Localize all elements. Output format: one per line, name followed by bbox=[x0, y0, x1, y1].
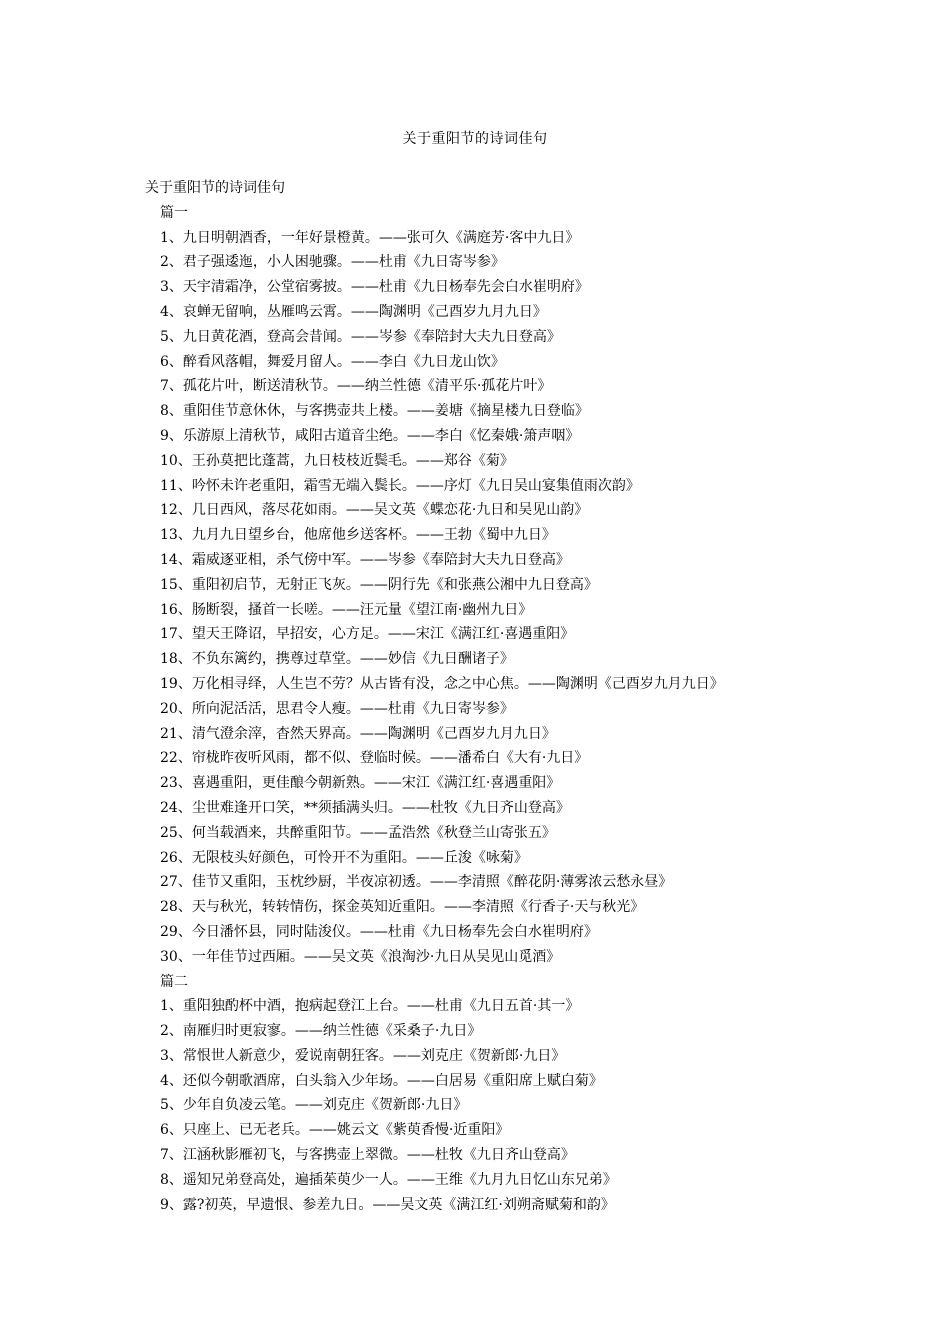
poem-line: 9、露?初英，早遗恨、参差九日。——吴文英《满江红·刘朔斋赋菊和韵》 bbox=[160, 1196, 615, 1213]
poem-line: 3、天宇清霜净，公堂宿雾披。——杜甫《九日杨奉先会白水崔明府》 bbox=[160, 279, 589, 296]
poem-line: 8、重阳佳节意休休，与客携壶共上楼。——姜塘《摘星楼九日登临》 bbox=[160, 403, 589, 420]
poem-line: 1、重阳独酌杯中酒，抱病起登江上台。——杜甫《九日五首·其一》 bbox=[160, 998, 580, 1015]
poem-line: 5、少年自负凌云笔。——刘克庄《贺新郎·九日》 bbox=[160, 1097, 468, 1114]
poem-line: 20、所向泥活活，思君令人瘦。——杜甫《九日寄岑参》 bbox=[160, 700, 514, 717]
poem-line: 18、不负东篱约，携尊过草堂。——妙信《九日酬诸子》 bbox=[160, 651, 514, 668]
section-2 bbox=[145, 970, 905, 1218]
poem-line: 2、南雁归时更寂寥。——纳兰性德《采桑子·九日》 bbox=[160, 1023, 482, 1040]
poem-line: 2、君子强逶迤，小人困驰骤。——杜甫《九日寄岑参》 bbox=[160, 254, 505, 271]
poem-line: 3、常恨世人新意少，爱说南朝狂客。——刘克庄《贺新郎·九日》 bbox=[160, 1047, 566, 1064]
document-subtitle: 关于重阳节的诗词佳句 bbox=[145, 180, 285, 196]
poem-line: 1、九日明朝酒香，一年好景橙黄。——张可久《满庭芳·客中九日》 bbox=[160, 229, 580, 246]
poem-line: 25、何当载酒来，共醉重阳节。——孟浩然《秋登兰山寄张五》 bbox=[160, 824, 556, 841]
poem-line: 16、肠断裂，搔首一长嗟。——汪元量《望江南·幽州九日》 bbox=[160, 601, 533, 618]
document-body bbox=[145, 176, 905, 1217]
poem-line: 8、遥知兄弟登高处，遍插茱萸少一人。——王维《九月九日忆山东兄弟》 bbox=[160, 1171, 617, 1188]
poem-line: 19、万化相寻绎，人生岂不劳？从古皆有没，念之中心焦。——陶渊明《己酉岁九月九日》 bbox=[160, 675, 724, 692]
poem-line: 7、江涵秋影雁初飞，与客携壶上翠微。——杜牧《九日齐山登高》 bbox=[160, 1147, 575, 1164]
section-1 bbox=[145, 201, 905, 970]
poem-line: 15、重阳初启节，无射正飞灰。——阴行先《和张燕公湘中九日登高》 bbox=[160, 576, 598, 593]
poem-line: 24、尘世难逢开口笑，**须插满头归。——杜牧《九日齐山登高》 bbox=[160, 799, 570, 816]
poem-line: 7、孤花片叶，断送清秋节。——纳兰性德《清平乐·孤花片叶》 bbox=[160, 378, 552, 395]
poem-line: 22、帘栊昨夜听风雨，都不似、登临时候。——潘希白《大有·九日》 bbox=[160, 750, 589, 767]
poem-line: 5、九日黄花酒，登高会昔闻。——岑参《奉陪封大夫九日登高》 bbox=[160, 328, 561, 345]
poem-line: 12、几日西风，落尽花如雨。——吴文英《蝶恋花·九日和吴见山韵》 bbox=[160, 502, 589, 519]
poem-line: 26、无限枝头好颜色，可怜开不为重阳。——丘浚《咏菊》 bbox=[160, 849, 528, 866]
document-title: 关于重阳节的诗词佳句 bbox=[402, 131, 548, 147]
poem-line: 14、霜威逐亚相，杀气傍中军。——岑参《奉陪封大夫九日登高》 bbox=[160, 551, 570, 568]
poem-line: 13、九月九日望乡台，他席他乡送客杯。——王勃《蜀中九日》 bbox=[160, 527, 556, 544]
section-heading: 篇二 bbox=[160, 973, 188, 990]
poem-line: 9、乐游原上清秋节，咸阳古道音尘绝。——李白《忆秦娥·箫声咽》 bbox=[160, 427, 580, 444]
poem-line: 11、吟怀未许老重阳，霜雪无端入鬓长。——序灯《九日吴山宴集值雨次韵》 bbox=[160, 477, 640, 494]
poem-line: 4、还似今朝歌酒席，白头翁入少年场。——白居易《重阳席上赋白菊》 bbox=[160, 1072, 603, 1089]
poem-line: 4、哀蝉无留响，丛雁鸣云霄。——陶渊明《己酉岁九月九日》 bbox=[160, 303, 547, 320]
poem-line: 6、只座上、已无老兵。——姚云文《紫萸香慢·近重阳》 bbox=[160, 1122, 510, 1139]
poem-line: 30、一年佳节过西厢。——吴文英《浪淘沙·九日从吴见山觅酒》 bbox=[160, 948, 561, 965]
poem-line: 21、清气澄余滓，杳然天界高。——陶渊明《己酉岁九月九日》 bbox=[160, 725, 556, 742]
poem-line: 6、醉看风落帽，舞爱月留人。——李白《九日龙山饮》 bbox=[160, 353, 505, 370]
poem-line: 17、望天王降诏，早招安，心方足。——宋江《满江红·喜遇重阳》 bbox=[160, 626, 575, 643]
poem-line: 28、天与秋光，转转情伤，探金英知近重阳。——李清照《行香子·天与秋光》 bbox=[160, 899, 645, 916]
poem-line: 23、喜遇重阳，更佳酿今朝新熟。——宋江《满江红·喜遇重阳》 bbox=[160, 775, 561, 792]
poem-line: 27、佳节又重阳，玉枕纱厨，半夜凉初透。——李清照《醉花阴·薄雾浓云愁永昼》 bbox=[160, 874, 673, 891]
poem-line: 10、王孙莫把比蓬蒿，九日枝枝近鬓毛。——郑谷《菊》 bbox=[160, 452, 514, 469]
poem-line: 29、今日潘怀县，同时陆浚仪。——杜甫《九日杨奉先会白水崔明府》 bbox=[160, 923, 598, 940]
section-heading: 篇一 bbox=[160, 204, 188, 221]
